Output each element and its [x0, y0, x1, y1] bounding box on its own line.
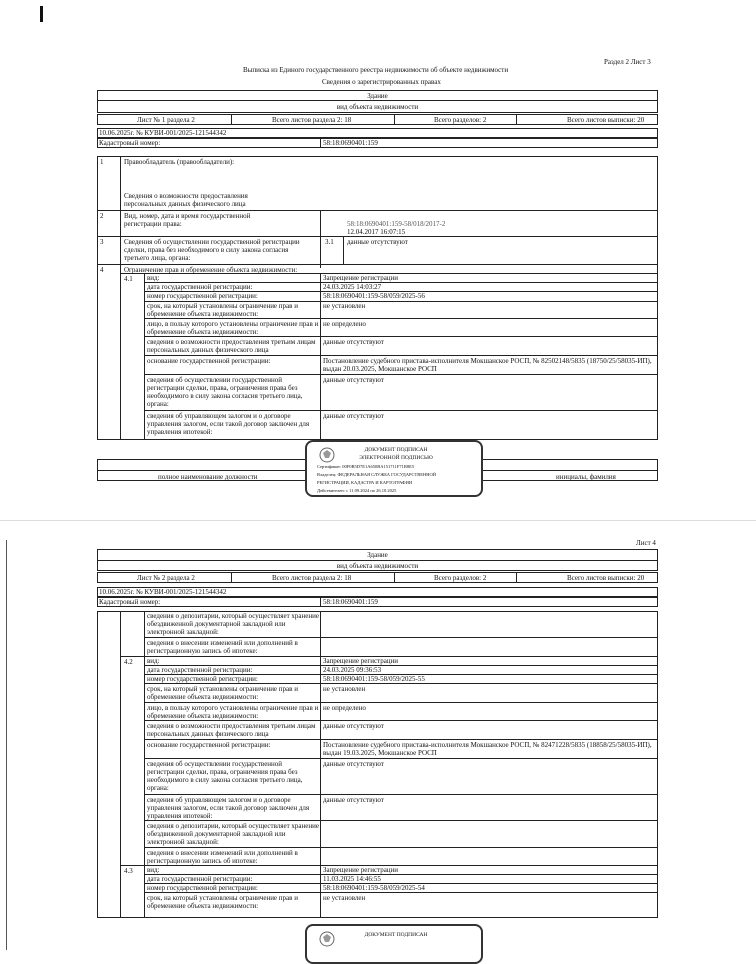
- encumbrance-label: Ограничение прав и обременение объекта недвижимости:: [124, 266, 298, 274]
- field-value: 58:18:0690401:159-58/059/2025-56: [323, 292, 425, 300]
- field-label: срок, на который установлены ограничение прав и обременение объекта недвижимости:: [147, 685, 298, 701]
- subrow-4-1: 4.1: [124, 275, 133, 283]
- field-value: данные отсутствуют: [323, 760, 384, 768]
- field-label: основание государственной регистрации:: [147, 741, 271, 749]
- field-value: Постановление судебного пристава-исполнителя Мокшанское РОСП, № 82471228/5835 (18858/25/58035-ИП), выдан 19.03.2025, Мокшанское РОСП: [323, 741, 652, 757]
- document-subtitle: Сведения о зарегистрированных правах: [322, 78, 441, 86]
- row-sub-3-1: 3.1: [325, 238, 334, 246]
- field-label: номер государственной регистрации:: [147, 884, 258, 892]
- field-value: данные отсутствуют: [323, 796, 384, 804]
- subrow-4-3: 4.3: [124, 867, 133, 875]
- row-number-3: 3: [100, 238, 104, 246]
- stamp-title: ДОКУМЕНТ ПОДПИСАН: [364, 932, 428, 938]
- field-value: данные отсутствуют: [323, 722, 384, 730]
- field-label: сведения об управляющем залогом и о договоре управления залогом, если такой договор заключен для управления ипотекой:: [147, 796, 310, 820]
- personal-data-label: Сведения о возможности предоставления персональных данных физического лица: [124, 192, 248, 208]
- row-number-2: 2: [100, 212, 104, 220]
- field-label: вид:: [147, 657, 160, 665]
- field-label: лицо, в пользу которого установлены ограничение прав и обременение объекта недвижимости:: [147, 320, 319, 336]
- consent-info-label: Сведения об осуществлении государственной регистрации сделки, права без необходимого в силу закона согласия третьего лица, органа:: [124, 238, 300, 262]
- rightholder-label: Правообладатель (правообладатели):: [124, 158, 235, 166]
- right-registration-date: 12.04.2017 16:07:15: [347, 228, 406, 236]
- page-separator: [0, 520, 756, 521]
- cadastral-label: Кадастровый номер:: [99, 139, 161, 147]
- right-registration-number: 58:18:0690401:159-58/018/2017-2: [347, 220, 446, 228]
- extract-date-number: 10.06.2025г. № КУВИ-001/2025-121544342: [99, 129, 227, 137]
- scan-edge-line: [6, 540, 7, 950]
- field-value: Запрещение регистрации: [323, 866, 399, 874]
- field-label: срок, на который установлены ограничение прав и обременение объекта недвижимости:: [147, 894, 298, 910]
- sheets-in-section: Всего листов раздела 2: 18: [272, 116, 352, 124]
- field-label: номер государственной регистрации:: [147, 292, 258, 300]
- field-label: вид:: [147, 274, 160, 282]
- field-value: данные отсутствуют: [323, 412, 384, 420]
- field-label: дата государственной регистрации:: [147, 283, 253, 291]
- field-value: 24.03.2025 14:03:27: [323, 283, 382, 291]
- stamp-validity: Действителен: с 11.09.2024 по 26.10.2025: [317, 488, 397, 493]
- field-value: Запрещение регистрации: [323, 274, 399, 282]
- field-label: сведения о внесении изменений или дополнений в регистрационную запись об ипотеке:: [147, 849, 298, 865]
- field-value: не установлен: [323, 302, 366, 310]
- stamp-owner: Владелец: ФЕДЕРАЛЬНАЯ СЛУЖБА ГОСУДАРСТВЕННОЙ: [317, 472, 437, 477]
- stamp-subtitle: ЭЛЕКТРОННОЙ ПОДПИСЬЮ: [359, 455, 433, 461]
- field-label: сведения об управляющем залогом и о договоре управления залогом, если такой договор заключен для управления ипотекой:: [147, 412, 310, 436]
- field-label: срок, на который установлены ограничение прав и обременение объекта недвижимости:: [147, 302, 298, 318]
- field-value: не установлен: [323, 685, 366, 693]
- field-value: 58:18:0690401:159-58/059/2025-54: [323, 884, 425, 892]
- stamp-owner-cont: РЕГИСТРАЦИИ, КАДАСТРА И КАРТОГРАФИИ: [317, 480, 413, 485]
- field-value: не установлен: [323, 894, 366, 902]
- field-label: сведения о внесении изменений или дополнений в регистрационную запись об ипотеке:: [147, 639, 298, 655]
- cadastral-value: 58:18:0690401:159: [323, 598, 378, 606]
- object-type-label: вид объекта недвижимости: [336, 562, 419, 570]
- field-label: дата государственной регистрации:: [147, 666, 253, 674]
- field-value: не определено: [323, 320, 366, 328]
- sheet-number: Лист № 1 раздела 2: [137, 116, 195, 124]
- field-label: сведения о возможности предоставления третьим лицам персональных данных физического лица: [147, 722, 316, 738]
- page-corner-label: Раздел 2 Лист 3: [604, 58, 651, 66]
- electronic-signature-stamp: [305, 440, 483, 497]
- field-value: 58:18:0690401:159-58/059/2025-55: [323, 675, 425, 683]
- field-value: 24.03.2025 09:36:53: [323, 666, 382, 674]
- field-value: Постановление судебного пристава-исполнителя Мокшанское РОСП, № 82502148/5835 (18750/25/58035-ИП), выдан 20.03.2025, Мокшанское РОСП: [323, 357, 652, 373]
- object-type: Здание: [367, 551, 388, 559]
- field-label: сведения о депозитарии, который осуществляет хранение обездвиженной документарной закладной или электронной закладной:: [147, 612, 319, 636]
- initials-label: инициалы, фамилия: [556, 473, 616, 481]
- field-label: сведения об осуществлении государственной регистрации сделки, права, ограничения права без необходимого в силу закона согласия третьего лица, органа:: [147, 376, 303, 408]
- field-label: сведения об осуществлении государственной регистрации сделки, права, ограничения права без необходимого в силу закона согласия третьего лица, органа:: [147, 760, 303, 792]
- field-value: не определено: [323, 704, 366, 712]
- subrow-4-2: 4.2: [124, 658, 133, 666]
- field-label: вид:: [147, 866, 160, 874]
- sheets-total: Всего листов выписки: 20: [567, 116, 645, 124]
- stamp-certificate: Сертификат: 00F0B5D7E1A650BA151711F71B8E5: [317, 464, 415, 469]
- consent-info-value: данные отсутствуют: [347, 238, 408, 246]
- field-label: основание государственной регистрации:: [147, 357, 271, 365]
- extract-date-number: 10.06.2025г. № КУВИ-001/2025-121544342: [99, 588, 227, 596]
- field-label: номер государственной регистрации:: [147, 675, 258, 683]
- sections-total: Всего разделов: 2: [434, 574, 487, 582]
- document-title: Выписка из Единого государственного реестра недвижимости об объекте недвижимости: [243, 66, 509, 74]
- object-type: Здание: [367, 92, 388, 100]
- sheets-in-section: Всего листов раздела 2: 18: [272, 574, 352, 582]
- sections-total: Всего разделов: 2: [434, 116, 487, 124]
- sheet-number: Лист № 2 раздела 2: [137, 574, 195, 582]
- scan-mark: [40, 6, 43, 22]
- field-value: данные отсутствуют: [323, 376, 384, 384]
- sheets-total: Всего листов выписки: 20: [567, 574, 645, 582]
- field-value: 11.03.2025 14:46:55: [323, 875, 381, 883]
- right-registration-label: Вид, номер, дата и время государственной регистрации права:: [124, 212, 251, 228]
- row-number-4: 4: [100, 266, 104, 274]
- field-label: сведения о возможности предоставления третьим лицам персональных данных физического лица: [147, 338, 316, 354]
- field-label: дата государственной регистрации:: [147, 875, 253, 883]
- field-value: Запрещение регистрации: [323, 657, 399, 665]
- stamp-title: ДОКУМЕНТ ПОДПИСАН: [364, 447, 428, 453]
- position-label: полное наименование должности: [158, 473, 258, 481]
- field-label: лицо, в пользу которого установлены ограничение прав и обременение объекта недвижимости:: [147, 704, 319, 720]
- object-type-label: вид объекта недвижимости: [336, 103, 419, 111]
- cadastral-value: 58:18:0690401:159: [323, 139, 378, 147]
- cadastral-label: Кадастровый номер:: [99, 598, 161, 606]
- electronic-signature-stamp: [305, 924, 483, 964]
- field-label: сведения о депозитарии, который осуществляет хранение обездвиженной документарной закладной или электронной закладной:: [147, 822, 319, 846]
- field-value: данные отсутствуют: [323, 338, 384, 346]
- page-corner-label: Лист 4: [636, 539, 656, 547]
- row-number-1: 1: [100, 158, 104, 166]
